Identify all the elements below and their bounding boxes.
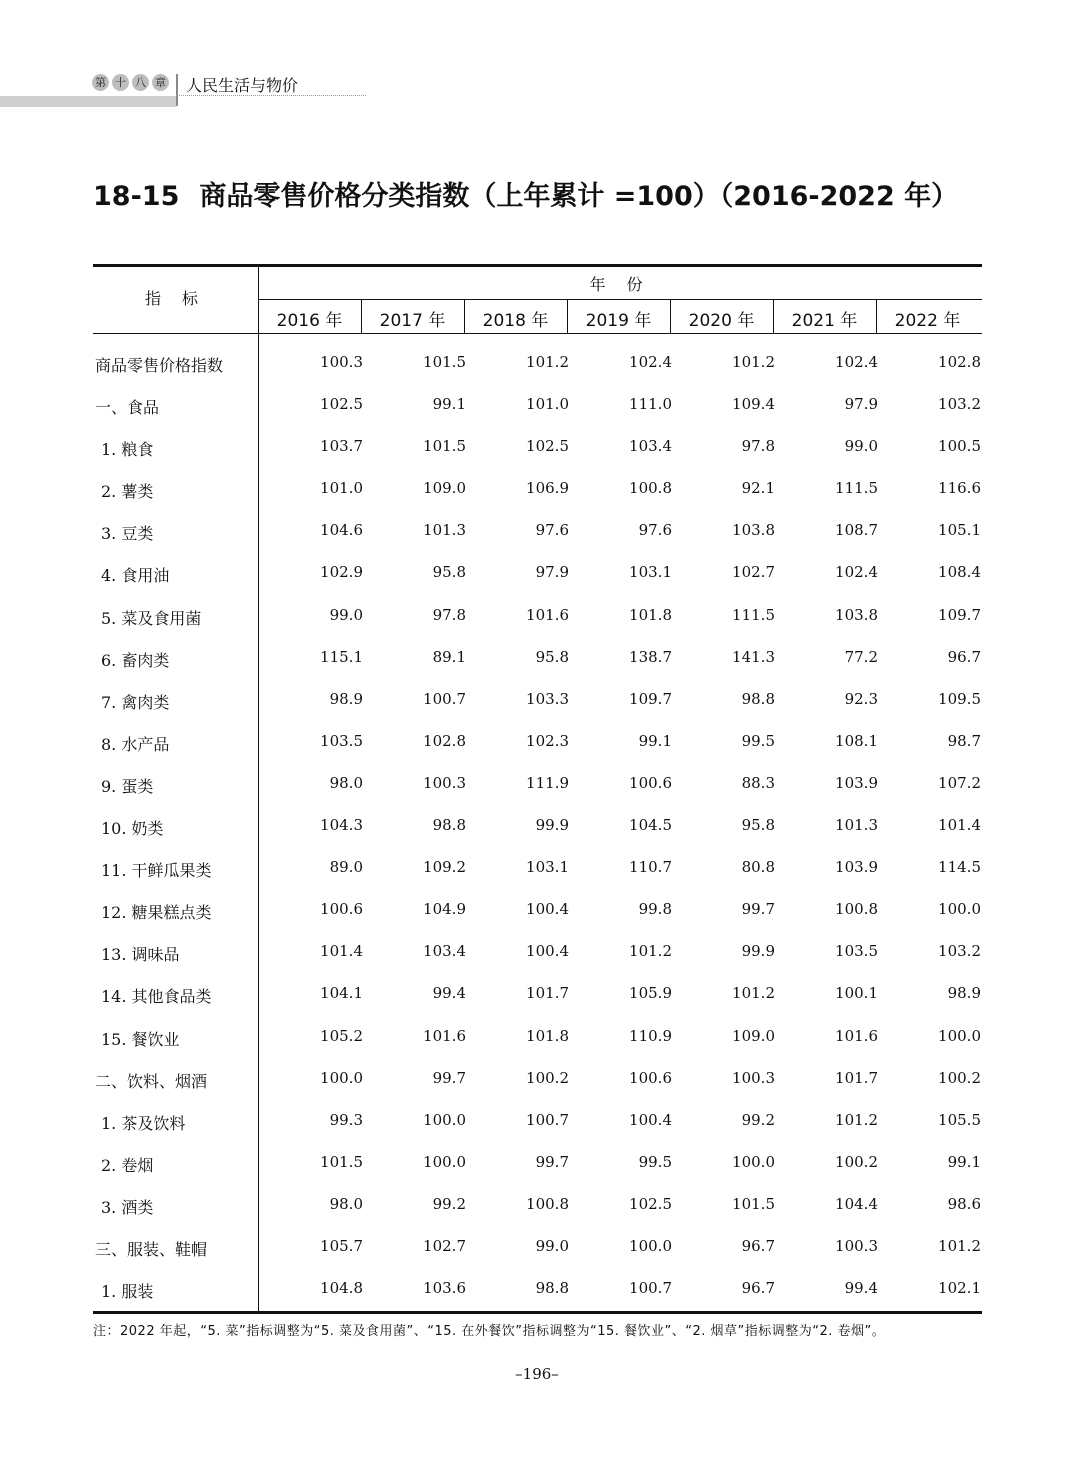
row-value: 101.0 xyxy=(526,395,569,414)
row-value: 100.4 xyxy=(629,1110,672,1129)
row-value: 100.8 xyxy=(526,1194,569,1213)
chapter-title: 人民生活与物价 xyxy=(186,76,299,95)
page-number: –196– xyxy=(515,1365,559,1383)
row-value: 99.1 xyxy=(638,731,672,750)
row-value: 104.6 xyxy=(320,521,363,540)
year-header: 2021 年 xyxy=(791,311,858,331)
row-label: 15. 餐饮业 xyxy=(101,1029,180,1049)
row-value: 110.7 xyxy=(629,858,672,877)
row-value: 103.9 xyxy=(835,858,878,877)
row-value: 105.1 xyxy=(938,521,981,540)
row-value: 98.9 xyxy=(329,689,363,708)
row-value: 109.0 xyxy=(423,479,466,498)
row-value: 99.0 xyxy=(535,1236,569,1255)
row-value: 98.9 xyxy=(947,984,981,1003)
year-header: 2018 年 xyxy=(482,311,549,331)
table-row xyxy=(93,427,982,469)
row-label: 9. 蛋类 xyxy=(101,776,154,796)
row-value: 95.8 xyxy=(535,647,569,666)
row-value: 96.7 xyxy=(741,1236,775,1255)
row-value: 105.2 xyxy=(320,1026,363,1045)
row-value: 100.7 xyxy=(526,1110,569,1129)
row-value: 97.6 xyxy=(638,521,672,540)
table-row xyxy=(93,764,982,806)
row-value: 109.0 xyxy=(732,1026,775,1045)
row-value: 100.7 xyxy=(423,689,466,708)
row-value: 100.8 xyxy=(835,900,878,919)
row-label: 三、服装、鞋帽 xyxy=(95,1239,208,1259)
row-value: 77.2 xyxy=(844,647,878,666)
row-value: 98.8 xyxy=(432,816,466,835)
row-value: 101.5 xyxy=(423,353,466,371)
row-value: 99.9 xyxy=(535,816,569,835)
table-row xyxy=(93,1185,982,1227)
table-row xyxy=(93,1227,982,1269)
row-value: 102.5 xyxy=(629,1194,672,1213)
table-row xyxy=(93,848,982,890)
row-value: 103.5 xyxy=(320,731,363,750)
year-header: 2020 年 xyxy=(688,311,755,331)
row-value: 98.0 xyxy=(329,1194,363,1213)
row-value: 99.2 xyxy=(741,1110,775,1129)
row-label: 8. 水产品 xyxy=(101,734,170,754)
row-value: 101.7 xyxy=(835,1068,878,1087)
row-value: 102.1 xyxy=(938,1279,981,1298)
row-label: 13. 调味品 xyxy=(101,945,180,965)
row-value: 101.2 xyxy=(732,353,775,371)
row-label: 14. 其他食品类 xyxy=(101,987,212,1007)
row-value: 109.5 xyxy=(938,689,981,708)
table-row xyxy=(93,638,982,680)
row-value: 97.8 xyxy=(432,605,466,624)
row-value: 99.7 xyxy=(432,1068,466,1087)
row-value: 100.0 xyxy=(629,1236,672,1255)
row-value: 95.8 xyxy=(741,816,775,835)
row-value: 100.0 xyxy=(732,1152,775,1171)
year-header: 2019 年 xyxy=(585,311,652,331)
table-row xyxy=(93,722,982,764)
row-value: 100.2 xyxy=(835,1152,878,1171)
row-value: 103.8 xyxy=(732,521,775,540)
row-value: 101.5 xyxy=(320,1152,363,1171)
row-value: 101.5 xyxy=(423,437,466,456)
row-value: 92.3 xyxy=(844,689,878,708)
row-value: 102.5 xyxy=(526,437,569,456)
row-value: 100.7 xyxy=(629,1279,672,1298)
year-group-header: 年 份 xyxy=(589,275,651,294)
row-value: 108.4 xyxy=(938,563,981,582)
row-value: 111.5 xyxy=(732,605,775,624)
row-value: 88.3 xyxy=(741,773,775,792)
table-row xyxy=(93,890,982,932)
row-label: 5. 菜及食用菌 xyxy=(101,608,202,628)
row-value: 98.6 xyxy=(947,1194,981,1213)
header-bottom-rule xyxy=(93,333,982,334)
row-value: 96.7 xyxy=(741,1279,775,1298)
row-label: 6. 畜肉类 xyxy=(101,650,170,670)
row-value: 110.9 xyxy=(629,1026,672,1045)
row-value: 111.5 xyxy=(835,479,878,498)
row-label: 2. 薯类 xyxy=(101,482,154,502)
row-value: 111.0 xyxy=(629,395,672,414)
row-value: 102.7 xyxy=(732,563,775,582)
row-label: 12. 糖果糕点类 xyxy=(101,903,212,923)
year-header: 2016 年 xyxy=(276,311,343,331)
row-value: 99.0 xyxy=(329,605,363,624)
row-value: 98.0 xyxy=(329,773,363,792)
chapter-header-separator xyxy=(176,74,178,106)
row-label: 一、食品 xyxy=(95,398,160,418)
row-value: 116.6 xyxy=(938,479,981,498)
row-value: 100.6 xyxy=(320,900,363,919)
year-group-rule xyxy=(258,299,982,300)
table-bottom-rule xyxy=(93,1311,982,1314)
year-header: 2017 年 xyxy=(379,311,446,331)
year-header: 2022 年 xyxy=(894,311,961,331)
row-value: 95.8 xyxy=(432,563,466,582)
table-row xyxy=(93,806,982,848)
row-value: 104.8 xyxy=(320,1279,363,1298)
row-value: 106.9 xyxy=(526,479,569,498)
row-value: 100.2 xyxy=(526,1068,569,1087)
row-value: 92.1 xyxy=(741,479,775,498)
row-value: 101.6 xyxy=(423,1026,466,1045)
row-value: 89.1 xyxy=(432,647,466,666)
row-value: 100.6 xyxy=(629,1068,672,1087)
chapter-label-char: 第 xyxy=(92,74,109,91)
row-value: 99.7 xyxy=(741,900,775,919)
table-row xyxy=(93,343,982,385)
row-value: 104.1 xyxy=(320,984,363,1003)
row-value: 100.3 xyxy=(732,1068,775,1087)
row-value: 98.8 xyxy=(741,689,775,708)
row-value: 101.6 xyxy=(526,605,569,624)
row-value: 102.9 xyxy=(320,563,363,582)
row-value: 100.8 xyxy=(629,479,672,498)
row-value: 104.4 xyxy=(835,1194,878,1213)
row-value: 99.9 xyxy=(741,942,775,961)
row-value: 104.9 xyxy=(423,900,466,919)
row-value: 108.7 xyxy=(835,521,878,540)
row-label: 1. 茶及饮料 xyxy=(101,1113,186,1133)
row-value: 105.7 xyxy=(320,1236,363,1255)
row-value: 101.6 xyxy=(835,1026,878,1045)
chapter-label-char: 章 xyxy=(152,74,169,91)
row-value: 101.4 xyxy=(938,816,981,835)
row-value: 80.8 xyxy=(741,858,775,877)
row-label: 商品零售价格指数 xyxy=(95,356,224,375)
table-number: 18-15 xyxy=(93,181,180,212)
row-label: 10. 奶类 xyxy=(101,819,164,839)
row-label: 3. 酒类 xyxy=(101,1197,154,1217)
row-value: 109.2 xyxy=(423,858,466,877)
row-value: 103.7 xyxy=(320,437,363,456)
row-value: 102.4 xyxy=(835,353,878,371)
table-row xyxy=(93,974,982,1016)
row-value: 101.2 xyxy=(938,1236,981,1255)
row-value: 101.2 xyxy=(835,1110,878,1129)
row-value: 109.4 xyxy=(732,395,775,414)
row-value: 100.0 xyxy=(938,900,981,919)
row-value: 102.4 xyxy=(835,563,878,582)
row-value: 103.1 xyxy=(629,563,672,582)
row-value: 100.4 xyxy=(526,900,569,919)
row-value: 97.8 xyxy=(741,437,775,456)
row-value: 100.1 xyxy=(835,984,878,1003)
row-value: 114.5 xyxy=(938,858,981,877)
row-label: 2. 卷烟 xyxy=(101,1155,154,1175)
row-value: 141.3 xyxy=(732,647,775,666)
row-value: 99.3 xyxy=(329,1110,363,1129)
row-value: 103.3 xyxy=(526,689,569,708)
table-row xyxy=(93,932,982,974)
row-label: 3. 豆类 xyxy=(101,524,154,544)
row-value: 109.7 xyxy=(629,689,672,708)
row-value: 99.0 xyxy=(844,437,878,456)
row-value: 104.5 xyxy=(629,816,672,835)
row-value: 100.6 xyxy=(629,773,672,792)
table-row xyxy=(93,553,982,595)
chapter-label-char: 十 xyxy=(112,74,129,91)
table-title-text: 商品零售价格分类指数（上年累计 =100）（2016-2022 年） xyxy=(199,181,959,212)
row-value: 100.3 xyxy=(423,773,466,792)
table-row xyxy=(93,596,982,638)
row-value: 99.5 xyxy=(741,731,775,750)
row-value: 99.7 xyxy=(535,1152,569,1171)
table-title xyxy=(93,174,958,213)
row-value: 102.4 xyxy=(629,353,672,371)
row-value: 100.0 xyxy=(938,1026,981,1045)
row-value: 99.1 xyxy=(947,1152,981,1171)
row-value: 99.5 xyxy=(638,1152,672,1171)
table-row xyxy=(93,469,982,511)
row-value: 103.5 xyxy=(835,942,878,961)
table-row xyxy=(93,385,982,427)
row-value: 138.7 xyxy=(629,647,672,666)
row-value: 108.1 xyxy=(835,731,878,750)
table-row xyxy=(93,1269,982,1311)
row-value: 99.1 xyxy=(432,395,466,414)
row-value: 98.8 xyxy=(535,1279,569,1298)
row-value: 99.8 xyxy=(638,900,672,919)
row-value: 100.0 xyxy=(423,1152,466,1171)
row-label: 1. 服装 xyxy=(101,1282,154,1302)
row-label: 4. 食用油 xyxy=(101,566,170,586)
row-value: 101.8 xyxy=(526,1026,569,1045)
row-value: 101.3 xyxy=(835,816,878,835)
table-row xyxy=(93,511,982,553)
row-value: 100.0 xyxy=(320,1068,363,1087)
row-value: 104.3 xyxy=(320,816,363,835)
row-value: 101.4 xyxy=(320,942,363,961)
table-row xyxy=(93,1143,982,1185)
row-value: 103.1 xyxy=(526,858,569,877)
table-row xyxy=(93,1059,982,1101)
row-value: 103.8 xyxy=(835,605,878,624)
row-value: 101.2 xyxy=(732,984,775,1003)
table-top-rule xyxy=(93,264,982,267)
row-value: 102.5 xyxy=(320,395,363,414)
row-value: 101.2 xyxy=(629,942,672,961)
row-value: 102.8 xyxy=(423,731,466,750)
row-value: 98.7 xyxy=(947,731,981,750)
table-row xyxy=(93,1101,982,1143)
row-value: 103.6 xyxy=(423,1279,466,1298)
row-value: 97.9 xyxy=(844,395,878,414)
row-value: 109.7 xyxy=(938,605,981,624)
row-value: 89.0 xyxy=(329,858,363,877)
row-value: 99.4 xyxy=(844,1279,878,1298)
row-label: 7. 禽肉类 xyxy=(101,692,170,712)
table-row xyxy=(93,680,982,722)
table-body xyxy=(93,343,982,1311)
row-value: 101.0 xyxy=(320,479,363,498)
row-value: 111.9 xyxy=(526,773,569,792)
chapter-label xyxy=(92,74,169,91)
row-value: 115.1 xyxy=(320,647,363,666)
row-value: 96.7 xyxy=(947,647,981,666)
row-label: 1. 粮食 xyxy=(101,440,154,460)
row-value: 103.4 xyxy=(629,437,672,456)
row-value: 105.9 xyxy=(629,984,672,1003)
table-footnote: 注：2022 年起，“5. 菜”指标调整为“5. 菜及食用菌”、“15. 在外餐饮”指标调整为“15. 餐饮业”、“2. 烟草”指标调整为“2. 卷烟”。 xyxy=(93,1324,886,1339)
row-value: 100.4 xyxy=(526,942,569,961)
row-value: 99.4 xyxy=(432,984,466,1003)
stub-header: 指 标 xyxy=(144,289,207,308)
row-value: 101.3 xyxy=(423,521,466,540)
row-value: 103.4 xyxy=(423,942,466,961)
row-value: 100.5 xyxy=(938,437,981,456)
chapter-label-char: 八 xyxy=(132,74,149,91)
row-value: 100.2 xyxy=(938,1068,981,1087)
row-value: 103.2 xyxy=(938,942,981,961)
row-value: 100.3 xyxy=(320,353,363,371)
row-value: 107.2 xyxy=(938,773,981,792)
row-label: 二、饮料、烟酒 xyxy=(95,1071,208,1091)
row-value: 100.0 xyxy=(423,1110,466,1129)
row-value: 99.2 xyxy=(432,1194,466,1213)
row-value: 103.9 xyxy=(835,773,878,792)
row-value: 102.7 xyxy=(423,1236,466,1255)
row-value: 97.9 xyxy=(535,563,569,582)
row-value: 101.5 xyxy=(732,1194,775,1213)
row-value: 105.5 xyxy=(938,1110,981,1129)
row-value: 101.2 xyxy=(526,353,569,371)
row-value: 97.6 xyxy=(535,521,569,540)
row-value: 100.3 xyxy=(835,1236,878,1255)
row-value: 102.8 xyxy=(938,353,981,371)
row-value: 101.8 xyxy=(629,605,672,624)
chapter-header-bar xyxy=(0,96,176,107)
row-label: 11. 干鲜瓜果类 xyxy=(101,861,212,881)
table-row xyxy=(93,1017,982,1059)
row-value: 101.7 xyxy=(526,984,569,1003)
row-value: 102.3 xyxy=(526,731,569,750)
row-value: 103.2 xyxy=(938,395,981,414)
